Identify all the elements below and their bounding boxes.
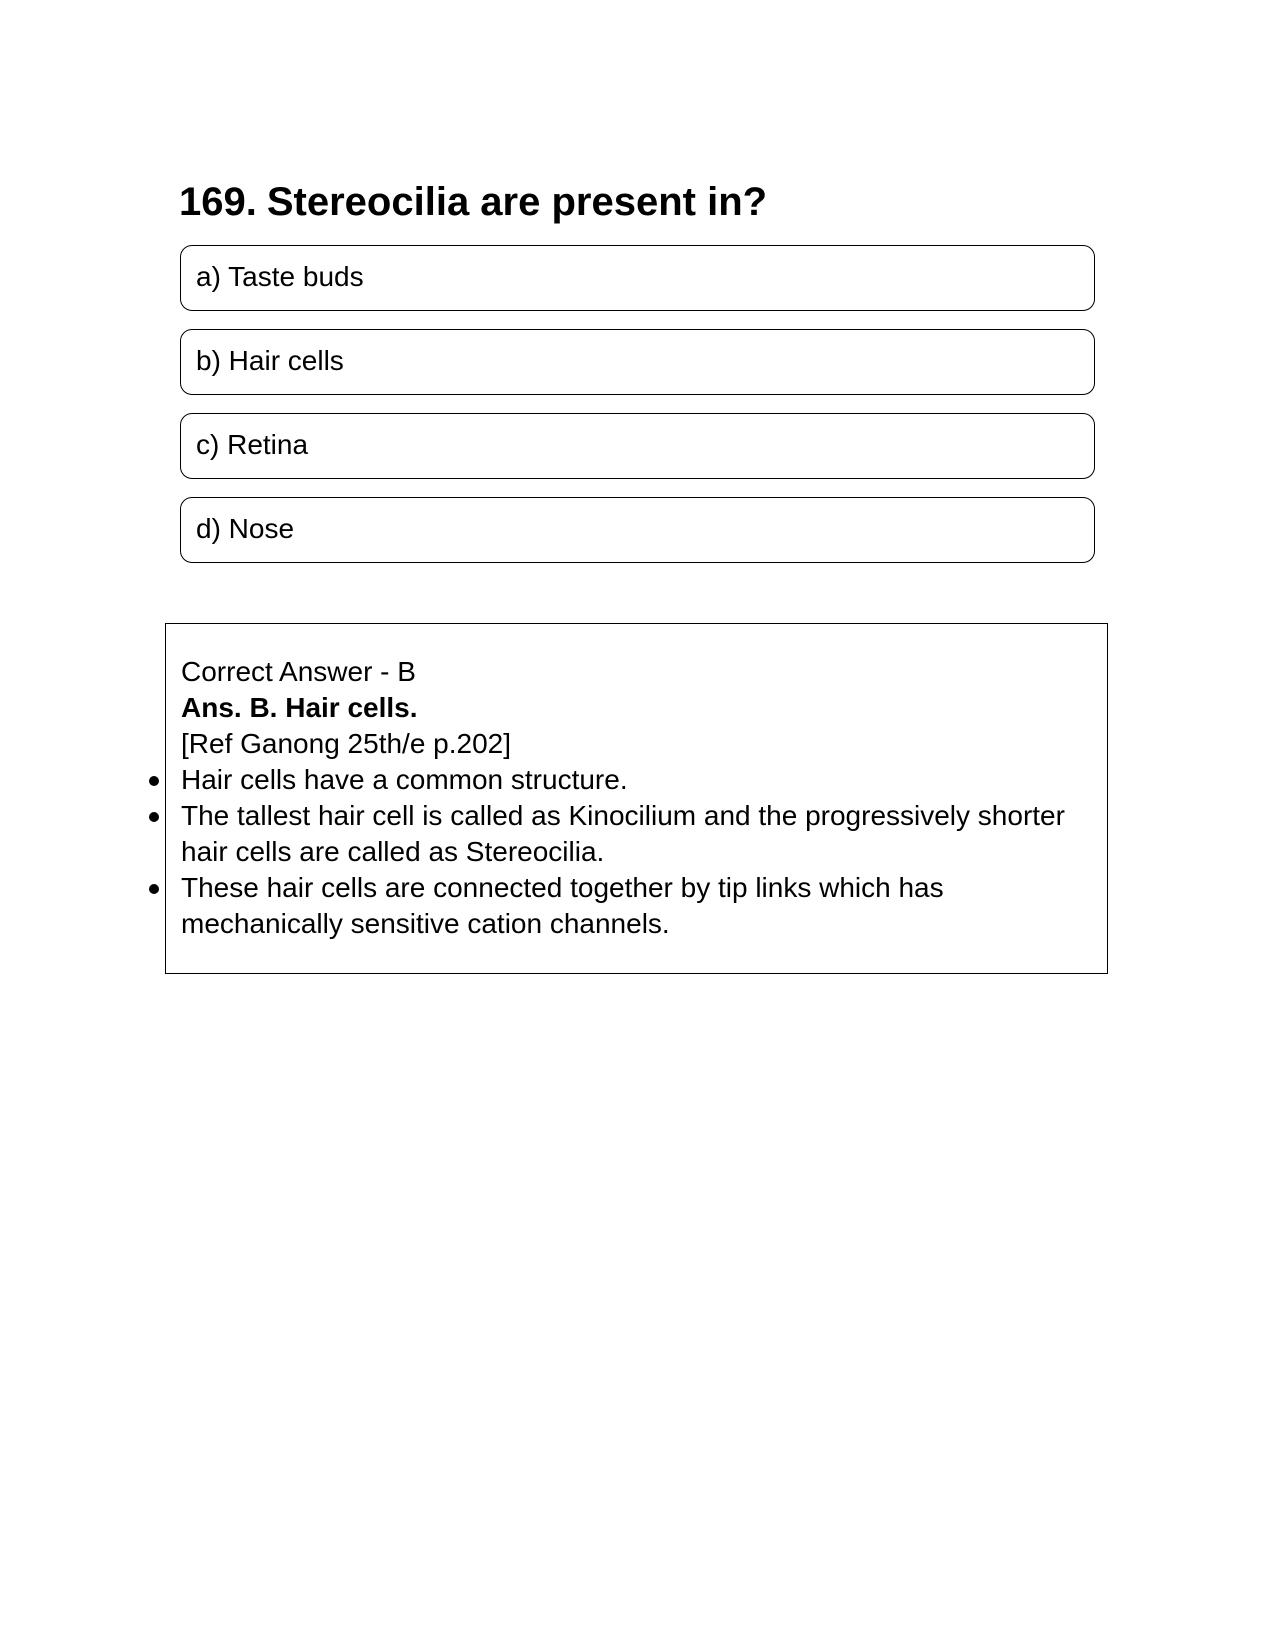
correct-answer-line: Correct Answer - B [181, 656, 416, 687]
bullet-text: The tallest hair cell is called as Kinocilium and the progressively shorter hair cells are called as Stereocilia. [181, 800, 1065, 867]
option-a[interactable]: a) Taste buds [180, 245, 1095, 311]
answer-heading: Ans. B. Hair cells. [181, 692, 418, 723]
bullet-text: These hair cells are connected together by tip links which has mechanically sensitive cation channels. [181, 872, 944, 939]
answer-explanation [181, 654, 1081, 942]
explanation-bullets [181, 762, 1081, 942]
option-b[interactable]: b) Hair cells [180, 329, 1095, 395]
bullet-dot-icon [149, 884, 159, 894]
bullet-item [181, 762, 1081, 798]
reference-line: [Ref Ganong 25th/e p.202] [181, 728, 512, 759]
option-c[interactable]: c) Retina [180, 413, 1095, 479]
bullet-dot-icon [149, 776, 159, 786]
bullet-dot-icon [149, 812, 159, 822]
question-title [179, 178, 767, 226]
option-d[interactable]: d) Nose [180, 497, 1095, 563]
question-text: Stereocilia are present in? [266, 180, 768, 224]
bullet-item [181, 798, 1081, 870]
question-number: 169. [179, 180, 257, 224]
bullet-item [181, 870, 1081, 942]
bullet-text: Hair cells have a common structure. [181, 764, 628, 795]
